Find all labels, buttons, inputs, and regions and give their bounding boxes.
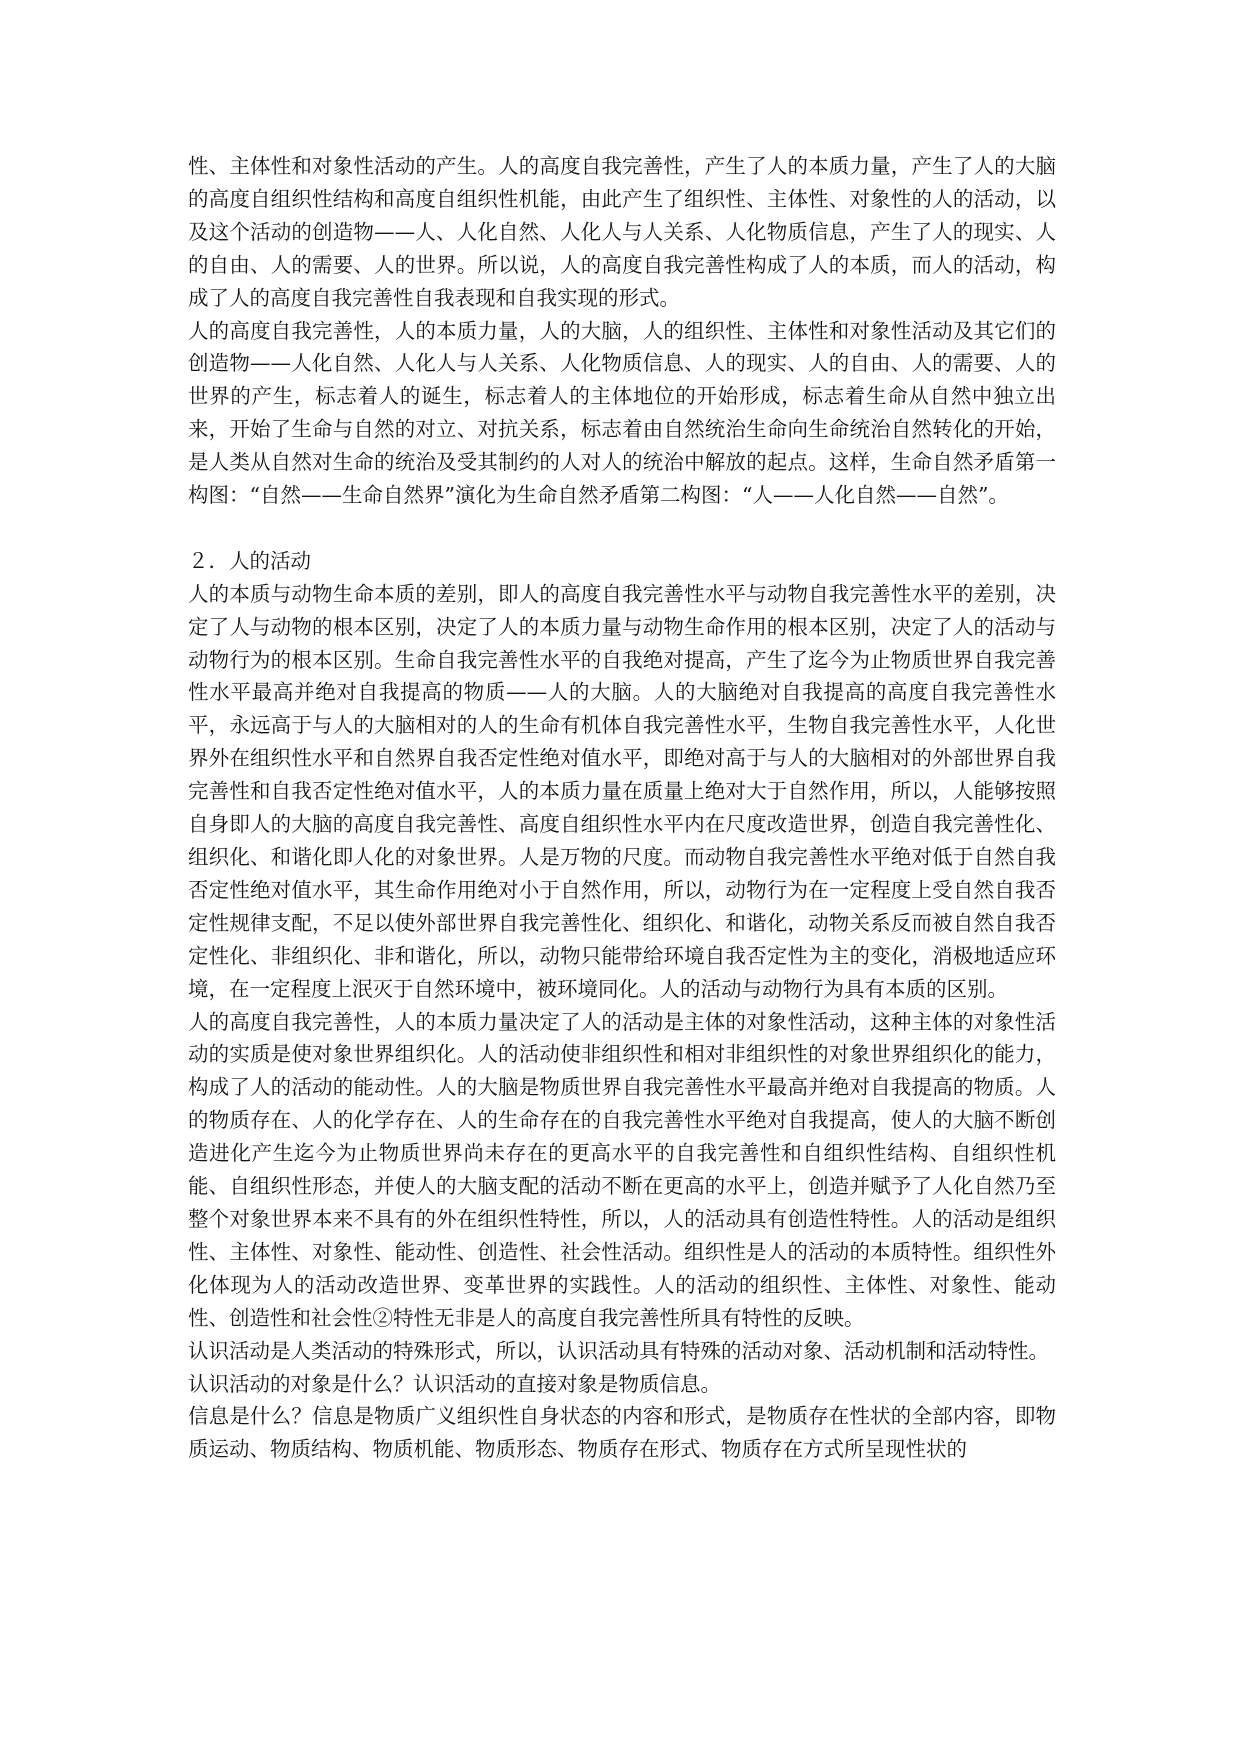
document-body — [188, 150, 1056, 1466]
paragraph: 人的本质与动物生命本质的差别，即人的高度自我完善性水平与动物自我完善性水平的差别，决定了人与动物的根本区别，决定了人的本质力量与动物生命作用的根本区别，决定了人的活动与动物行为的根本区别。生命自我完善性水平的自我绝对提高，产生了迄今为止物质世界自我完善性水平最高并绝对自我提高的物质——人的大脑。人的大脑绝对自我提高的高度自我完善性水平，永远高于与人的大脑相对的人的生命有机体自我完善性水平，生物自我完善性水平，人化世界外在组织性水平和自然界自我否定性绝对值水平，即绝对高于与人的大脑相对的外部世界自我完善性和自我否定性绝对值水平，人的本质力量在质量上绝对大于自然作用，所以，人能够按照自身即人的大脑的高度自我完善性、高度自组织性水平内在尺度改造世界，创造自我完善性化、组织化、和谐化即人化的对象世界。人是万物的尺度。而动物自我完善性水平绝对低于自然自我否定性绝对值水平，其生命作用绝对小于自然作用，所以，动物行为在一定程度上受自然自我否定性规律支配，不足以使外部世界自我完善性化、组织化、和谐化，动物关系反而被自然自我否定性化、非组织化、非和谐化，所以，动物只能带给环境自我否定性为主的变化，消极地适应环境，在一定程度上泯灭于自然环境中，被环境同化。人的活动与动物行为具有本质的区别。 — [188, 581, 1056, 1001]
paragraph: 认识活动是人类活动的特殊形式，所以，认识活动具有特殊的活动对象、活动机制和活动特性。 — [188, 1338, 1049, 1363]
paragraph-spacer — [188, 512, 1056, 545]
paragraph: 认识活动的对象是什么？认识活动的直接对象是物质信息。 — [188, 1371, 721, 1396]
paragraph: 信息是什么？信息是物质广义组织性自身状态的内容和形式，是物质存在性状的全部内容，即物质运动、物质结构、物质机能、物质形态、物质存在形式、物质存在方式所呈现性状的 — [188, 1404, 1056, 1462]
paragraph: 人的高度自我完善性，人的本质力量，人的大脑，人的组织性、主体性和对象性活动及其它们的创造物——人化自然、人化人与人关系、人化物质信息、人的现实、人的自由、人的需要、人的世界的产生，标志着人的诞生，标志着人的主体地位的开始形成，标志着生命从自然中独立出来，开始了生命与自然的对立、对抗关系，标志着由自然统治生命向生命统治自然转化的开始，是人类从自然对生命的统治及受其制约的人对人的统治中解放的起点。这样，生命自然矛盾第一构图：“自然——生命自然界”演化为生命自然矛盾第二构图：“人——人化自然——自然”。 — [188, 318, 1056, 508]
paragraph: 人的高度自我完善性，人的本质力量决定了人的活动是主体的对象性活动，这种主体的对象性活动的实质是使对象世界组织化。人的活动使非组织性和相对非组织性的对象世界组织化的能力，构成了人的活动的能动性。人的大脑是物质世界自我完善性水平最高并绝对自我提高的物质。人的物质存在、人的化学存在、人的生命存在的自我完善性水平绝对自我提高，使人的大脑不断创造进化产生迄今为止物质世界尚未存在的更高水平的自我完善性和自组织性结构、自组织性机能、自组织性形态，并使人的大脑支配的活动不断在更高的水平上，创造并赋予了人化自然乃至整个对象世界本来不具有的外在组织性特性，所以，人的活动具有创造性特性。人的活动是组织性、主体性、对象性、能动性、创造性、社会性活动。组织性是人的活动的本质特性。组织性外化体现为人的活动改造世界、变革世界的实践性。人的活动的组织性、主体性、对象性、能动性、创造性和社会性②特性无非是人的高度自我完善性所具有特性的反映。 — [188, 1009, 1056, 1330]
section-heading: ２．人的活动 — [188, 548, 311, 573]
paragraph: 性、主体性和对象性活动的产生。人的高度自我完善性，产生了人的本质力量，产生了人的大脑的高度自组织性结构和高度自组织性机能，由此产生了组织性、主体性、对象性的人的活动，以及这个活动的创造物——人、人化自然、人化人与人关系、人化物质信息，产生了人的现实、人的自由、人的需要、人的世界。所以说，人的高度自我完善性构成了人的本质，而人的活动，构成了人的高度自我完善性自我表现和自我实现的形式。 — [188, 154, 1056, 310]
